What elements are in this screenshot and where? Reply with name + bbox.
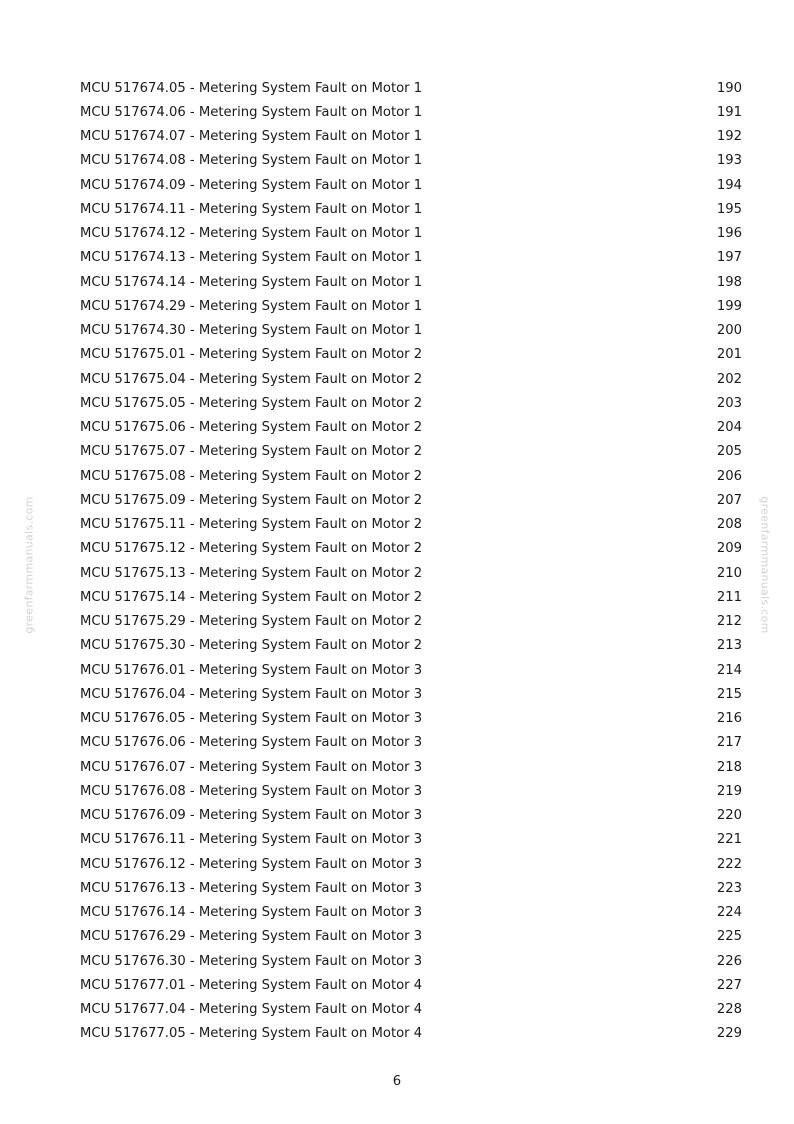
toc-entry[interactable]: [80, 537, 742, 561]
toc-entry[interactable]: [80, 561, 742, 585]
toc-entry-title: MCU 517676.09 - Metering System Fault on Motor 3: [80, 808, 423, 824]
toc-entry-title: MCU 517676.05 - Metering System Fault on Motor 3: [80, 711, 423, 727]
toc-entry[interactable]: [80, 779, 742, 803]
toc-entry-title: MCU 517676.14 - Metering System Fault on Motor 3: [80, 905, 423, 921]
toc-entry-title: MCU 517675.06 - Metering System Fault on Motor 2: [80, 420, 423, 436]
toc-entry-page: 216: [716, 711, 742, 727]
toc-entry[interactable]: [80, 319, 742, 343]
toc-entry[interactable]: [80, 100, 742, 124]
toc-entry-title: MCU 517675.29 - Metering System Fault on Motor 2: [80, 614, 423, 630]
toc-entry-page: 211: [716, 589, 742, 605]
toc-entry-title: MCU 517674.30 - Metering System Fault on Motor 1: [80, 323, 423, 339]
toc-entry-page: 205: [716, 444, 742, 460]
toc-entry-title: MCU 517674.14 - Metering System Fault on Motor 1: [80, 274, 423, 290]
watermark-left: greenfarmmanuals.com: [22, 496, 36, 634]
toc-entry[interactable]: [80, 246, 742, 270]
toc-entry[interactable]: [80, 343, 742, 367]
page-number: 6: [392, 1074, 402, 1089]
toc-entry-title: MCU 517675.30 - Metering System Fault on Motor 2: [80, 638, 423, 654]
toc-entry[interactable]: [80, 634, 742, 658]
toc-entry-page: 214: [716, 662, 742, 678]
toc-entry-title: MCU 517676.29 - Metering System Fault on Motor 3: [80, 929, 423, 945]
toc-entry-page: 206: [716, 468, 742, 484]
toc-entry[interactable]: [80, 949, 742, 973]
toc-entry-title: MCU 517677.05 - Metering System Fault on Motor 4: [80, 1026, 423, 1042]
toc-entry[interactable]: [80, 440, 742, 464]
toc-entry[interactable]: [80, 755, 742, 779]
toc-entry[interactable]: [80, 731, 742, 755]
toc-entry-title: MCU 517675.04 - Metering System Fault on Motor 2: [80, 371, 423, 387]
toc-entry-page: 196: [716, 226, 742, 242]
toc-entry-page: 200: [716, 323, 742, 339]
toc-entry-page: 190: [716, 80, 742, 96]
toc-entry-page: 228: [716, 1002, 742, 1018]
toc-entry[interactable]: [80, 610, 742, 634]
toc-entry-title: MCU 517676.04 - Metering System Fault on Motor 3: [80, 686, 423, 702]
toc-entry[interactable]: [80, 464, 742, 488]
toc-entry-title: MCU 517674.13 - Metering System Fault on Motor 1: [80, 250, 423, 266]
toc-entry-page: 212: [716, 614, 742, 630]
toc-entry-title: MCU 517675.05 - Metering System Fault on Motor 2: [80, 395, 423, 411]
toc-entry[interactable]: [80, 125, 742, 149]
toc-entry-page: 195: [716, 201, 742, 217]
toc-entry[interactable]: [80, 76, 742, 100]
toc-entry-page: 215: [716, 686, 742, 702]
toc-entry[interactable]: [80, 901, 742, 925]
toc-entry-page: 217: [716, 735, 742, 751]
toc-entry-title: MCU 517675.09 - Metering System Fault on Motor 2: [80, 492, 423, 508]
toc-entry-title: MCU 517674.08 - Metering System Fault on Motor 1: [80, 153, 423, 169]
toc-entry-page: 203: [716, 395, 742, 411]
toc-entry-page: 213: [716, 638, 742, 654]
toc-entry-page: 193: [716, 153, 742, 169]
toc-entry-title: MCU 517676.06 - Metering System Fault on Motor 3: [80, 735, 423, 751]
toc-entry-page: 219: [716, 783, 742, 799]
toc-entry-title: MCU 517677.04 - Metering System Fault on Motor 4: [80, 1002, 423, 1018]
toc-entry-title: MCU 517674.11 - Metering System Fault on Motor 1: [80, 201, 423, 217]
toc-entry-title: MCU 517675.07 - Metering System Fault on Motor 2: [80, 444, 423, 460]
toc-entry-title: MCU 517676.12 - Metering System Fault on Motor 3: [80, 856, 423, 872]
toc-entry[interactable]: [80, 682, 742, 706]
toc-entry-page: 191: [716, 104, 742, 120]
toc-entry-title: MCU 517675.12 - Metering System Fault on Motor 2: [80, 541, 423, 557]
toc-entry-title: MCU 517676.13 - Metering System Fault on Motor 3: [80, 880, 423, 896]
toc-entry[interactable]: [80, 658, 742, 682]
toc-entry-title: MCU 517677.01 - Metering System Fault on Motor 4: [80, 977, 423, 993]
toc-entry-page: 199: [716, 298, 742, 314]
toc-entry[interactable]: [80, 488, 742, 512]
toc-entry-title: MCU 517675.13 - Metering System Fault on Motor 2: [80, 565, 423, 581]
toc-entry[interactable]: [80, 1022, 742, 1046]
toc-entry-page: 202: [716, 371, 742, 387]
toc-entry[interactable]: [80, 925, 742, 949]
toc-entry[interactable]: [80, 804, 742, 828]
toc-entry-title: MCU 517675.08 - Metering System Fault on Motor 2: [80, 468, 423, 484]
toc-entry-title: MCU 517674.06 - Metering System Fault on Motor 1: [80, 104, 423, 120]
toc-entry[interactable]: [80, 852, 742, 876]
toc-entry-page: 223: [716, 880, 742, 896]
toc-entry-page: 224: [716, 905, 742, 921]
toc-entry-page: 209: [716, 541, 742, 557]
toc-entry-title: MCU 517675.11 - Metering System Fault on Motor 2: [80, 517, 423, 533]
table-of-contents: [80, 76, 742, 1046]
toc-entry-page: 210: [716, 565, 742, 581]
toc-entry-page: 225: [716, 929, 742, 945]
toc-entry-page: 227: [716, 977, 742, 993]
toc-entry[interactable]: [80, 367, 742, 391]
toc-entry-page: 204: [716, 420, 742, 436]
toc-entry-title: MCU 517676.30 - Metering System Fault on Motor 3: [80, 953, 423, 969]
toc-entry-page: 198: [716, 274, 742, 290]
toc-entry-title: MCU 517674.07 - Metering System Fault on Motor 1: [80, 129, 423, 145]
toc-entry[interactable]: [80, 173, 742, 197]
toc-entry-page: 201: [716, 347, 742, 363]
toc-entry-title: MCU 517674.05 - Metering System Fault on Motor 1: [80, 80, 423, 96]
toc-entry[interactable]: [80, 416, 742, 440]
toc-entry-page: 192: [716, 129, 742, 145]
toc-entry-page: 207: [716, 492, 742, 508]
toc-entry-title: MCU 517676.01 - Metering System Fault on Motor 3: [80, 662, 423, 678]
toc-entry[interactable]: [80, 973, 742, 997]
toc-entry-title: MCU 517676.07 - Metering System Fault on Motor 3: [80, 759, 423, 775]
toc-entry[interactable]: [80, 876, 742, 900]
toc-entry[interactable]: [80, 998, 742, 1022]
toc-entry-title: MCU 517674.09 - Metering System Fault on Motor 1: [80, 177, 423, 193]
toc-entry-title: MCU 517676.11 - Metering System Fault on Motor 3: [80, 832, 423, 848]
toc-entry-page: 194: [716, 177, 742, 193]
toc-entry[interactable]: [80, 828, 742, 852]
toc-entry-page: 218: [716, 759, 742, 775]
toc-entry-page: 208: [716, 517, 742, 533]
toc-entry[interactable]: [80, 222, 742, 246]
toc-entry[interactable]: [80, 197, 742, 221]
toc-entry[interactable]: [80, 294, 742, 318]
toc-entry-page: 220: [716, 808, 742, 824]
toc-entry[interactable]: [80, 391, 742, 415]
toc-entry-title: MCU 517675.01 - Metering System Fault on Motor 2: [80, 347, 423, 363]
toc-entry-title: MCU 517674.29 - Metering System Fault on Motor 1: [80, 298, 423, 314]
toc-entry-page: 197: [716, 250, 742, 266]
toc-entry-page: 221: [716, 832, 742, 848]
toc-entry-title: MCU 517675.14 - Metering System Fault on Motor 2: [80, 589, 423, 605]
toc-entry[interactable]: [80, 270, 742, 294]
toc-entry[interactable]: [80, 149, 742, 173]
toc-entry-page: 222: [716, 856, 742, 872]
toc-entry[interactable]: [80, 707, 742, 731]
toc-entry-page: 229: [716, 1026, 742, 1042]
toc-entry[interactable]: [80, 513, 742, 537]
toc-entry-title: MCU 517676.08 - Metering System Fault on Motor 3: [80, 783, 423, 799]
toc-entry-page: 226: [716, 953, 742, 969]
toc-entry-title: MCU 517674.12 - Metering System Fault on Motor 1: [80, 226, 423, 242]
watermark-right: greenfarmmanuals.com: [758, 496, 772, 634]
toc-entry[interactable]: [80, 585, 742, 609]
